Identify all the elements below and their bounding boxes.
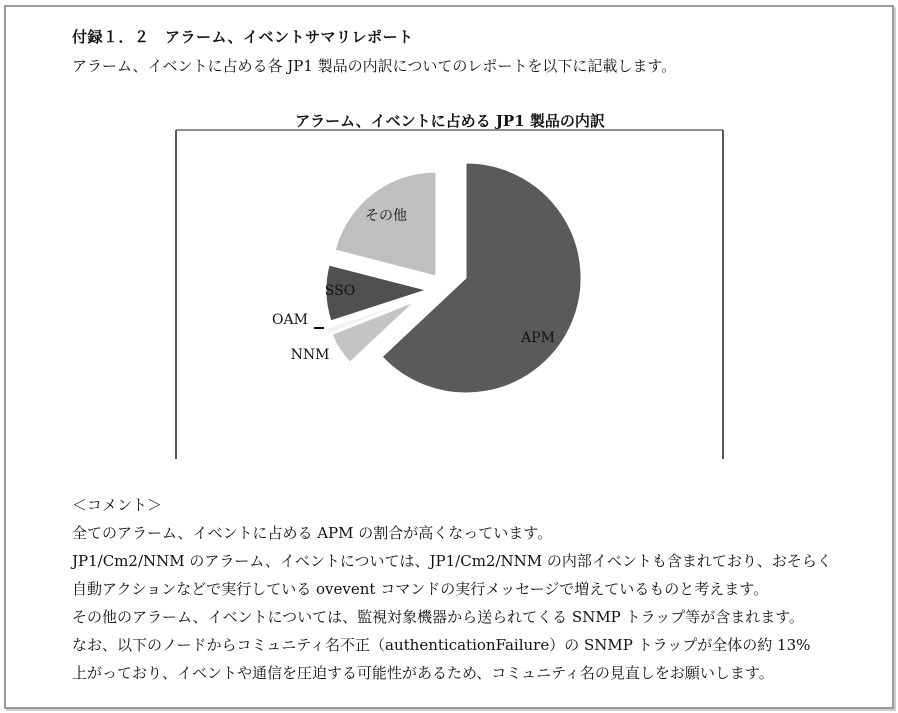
pie-chart bbox=[174, 128, 725, 461]
label-sso: SSO bbox=[324, 283, 356, 299]
chart-title: アラーム、イベントに占める JP1 製品の内訳 bbox=[295, 112, 605, 130]
slice-other bbox=[335, 172, 436, 276]
label-other: その他 bbox=[365, 208, 407, 224]
comment-line: JP1/Cm2/NNM のアラーム、イベントについては、JP1/Cm2/NNM の内部イベントも含まれており、おそらく bbox=[72, 552, 832, 570]
comment-line: 全てのアラーム、イベントに占める APM の割合が高くなっています。 bbox=[72, 524, 553, 542]
label-oam: OAM bbox=[272, 312, 308, 328]
comments-block bbox=[72, 491, 872, 687]
section-heading: 付録１．２ アラーム、イベントサマリレポート bbox=[72, 28, 414, 46]
comment-line: その他のアラーム、イベントについては、監視対象機器から送られてくる SNMP トラップ等が含まれます。 bbox=[72, 608, 805, 626]
comments-heading: ＜コメント＞ bbox=[72, 496, 163, 514]
comment-line: なお、以下のノードからコミュニティ名不正（authenticationFailure）の SNMP トラップが全体の約 13% bbox=[72, 636, 811, 654]
comment-line: 自動アクションなどで実行している ovevent コマンドの実行メッセージで増えているものと考えます。 bbox=[72, 580, 769, 598]
label-apm: APM bbox=[521, 330, 555, 346]
pie-chart-svg bbox=[174, 128, 725, 461]
comment-line: 上がっており、イベントや通信を圧迫する可能性があるため、コミュニティ名の見直しをお願いします。 bbox=[72, 664, 774, 682]
intro-text: アラーム、イベントに占める各 JP1 製品の内訳についてのレポートを以下に記載します。 bbox=[72, 57, 677, 75]
label-nnm: NNM bbox=[290, 347, 330, 363]
